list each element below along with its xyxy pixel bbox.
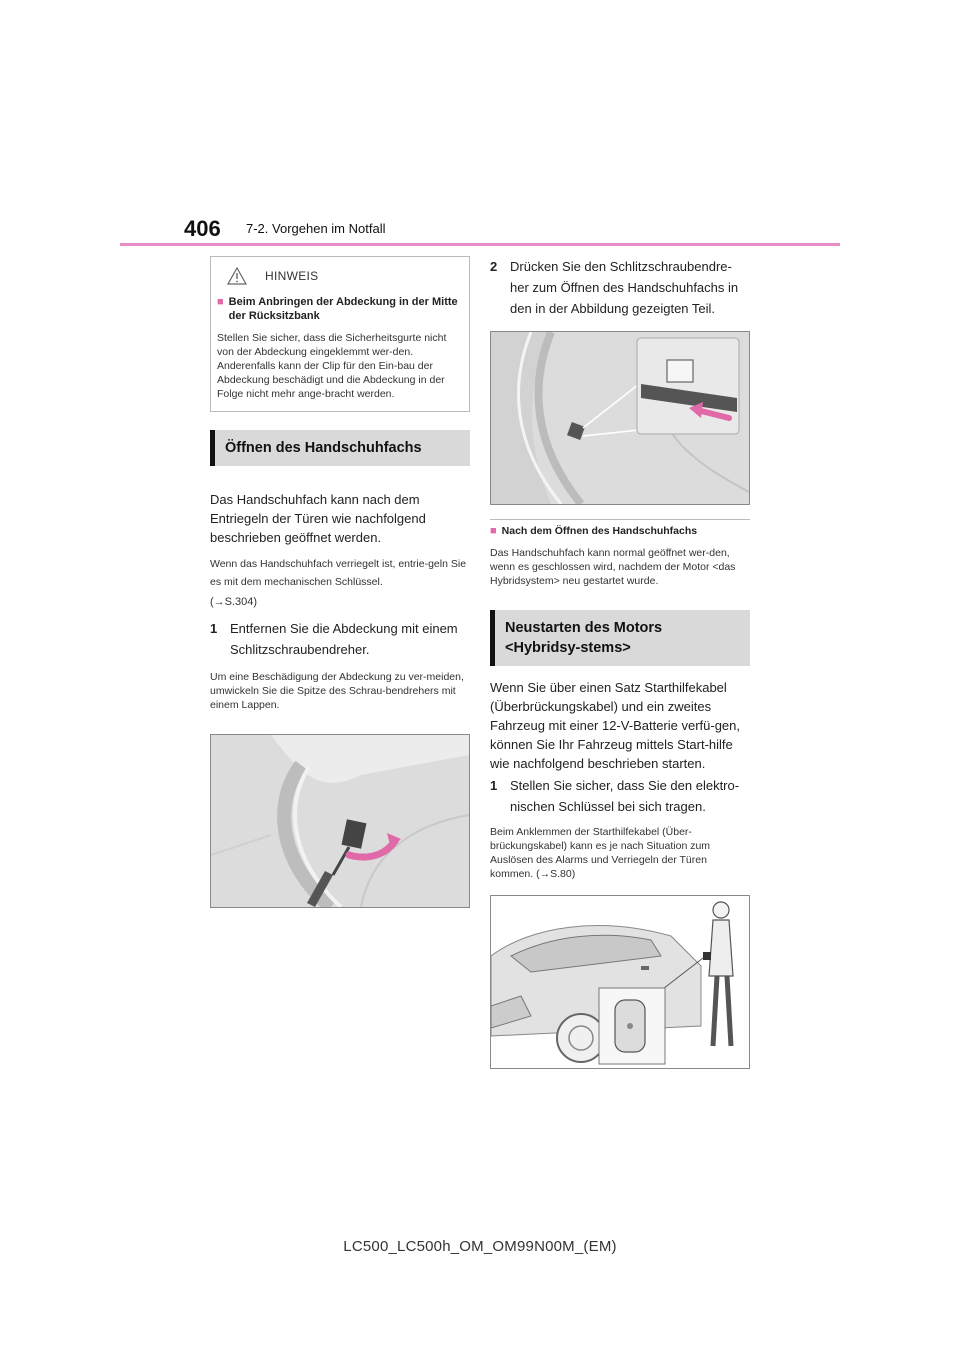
key-carry-illustration [491,896,749,1068]
restart-step-1-note [490,825,750,881]
glovebox-locked-ref: (→S.304) [210,596,258,608]
restart-intro: Wenn Sie über einen Satz Starthilfekabel (Überbrückungskabel) und ein zweites Fahrzeug mit einer 12-V-Batterie verfü-gen, können Sie Ihr Fahrzeug mittels Start-hilfe wie nachfolgend beschrieben starten. [490,680,741,771]
step-number: 2 [490,259,498,274]
screwdriver-figure [210,734,470,908]
right-column [490,256,750,1069]
square-bullet-icon: ■ [217,296,224,308]
glovebox-heading: Öffnen des Handschuhfachs [210,430,470,466]
step-text: Stellen Sie sicher, dass Sie den elektro-nischen Schlüssel bei sich tragen. [510,778,740,814]
restart-step-1 [490,775,750,817]
glovebox-step-1 [210,618,470,660]
square-bullet-icon: ■ [490,525,497,537]
chapter-title: 7-2. Vorgehen im Notfall [246,221,386,236]
glovebox-push-illustration [491,332,749,504]
after-opening-text: Das Handschuhfach kann normal geöffnet wer-den, wenn es geschlossen wird, nachdem der Motor <das Hybridsystem> neu gestartet wurde. [490,547,736,587]
notice-box [210,256,470,412]
glovebox-step-1-note: Um eine Beschädigung der Abdeckung zu ver-meiden, umwickeln Sie die Spitze des Schrau-bendrehers mit einem Lappen. [210,671,464,711]
step-number: 1 [490,778,498,793]
key-carry-figure [490,895,750,1069]
screwdriver-illustration [211,735,469,907]
page-number: 406 [184,216,221,241]
notice-subheading [217,295,463,323]
glovebox-locked-note: Wenn das Handschuhfach verriegelt ist, entrie-geln Sie es mit dem mechanischen Schlüssel. [210,558,467,588]
glovebox-step-2 [490,256,750,319]
notice-subheading-text: Beim Anbringen der Abdeckung in der Mitte der Rücksitzbank [228,296,458,322]
left-column [210,256,470,908]
step-number: 1 [210,621,218,636]
step-text: Entfernen Sie die Abdeckung mit einem Schlitzschraubendreher. [230,621,458,657]
warning-triangle-icon [227,267,247,285]
header-rule [120,243,840,246]
glovebox-push-figure [490,331,750,505]
after-opening-heading-text: Nach dem Öffnen des Handschuhfachs [501,525,698,537]
notice-header [217,263,463,289]
glovebox-intro: Das Handschuhfach kann nach dem Entriegeln der Türen wie nachfolgend beschrieben geöffnet werden. [210,492,426,545]
restart-step-1-ref: (→S.80) [536,868,576,880]
restart-step-1-note-text: Beim Anklemmen der Starthilfekabel (Über-brückungskabel) kann es je nach Situation zum Auslösen des Alarms und Verriegeln der Türen kommen. [490,826,711,880]
notice-title: HINWEIS [265,269,319,283]
notice-body: Stellen Sie sicher, dass die Sicherheitsgurte nicht von der Abdeckung eingeklemmt wer-den. Anderenfalls kann der Clip für den Ein-bau der Abdeckung beschädigt und die Abdeckung in der Folge nicht mehr ange-bracht werden. [217,332,447,400]
footer-model-code: LC500_LC500h_OM_OM99N00M_(EM) [343,1238,617,1255]
after-opening-heading [490,519,750,538]
restart-heading: Neustarten des Motors <Hybridsy-stems> [490,610,750,666]
step-text: Drücken Sie den Schlitzschraubendre-her zum Öffnen des Handschuhfachs in den in der Abbildung gezeigten Teil. [510,259,739,316]
